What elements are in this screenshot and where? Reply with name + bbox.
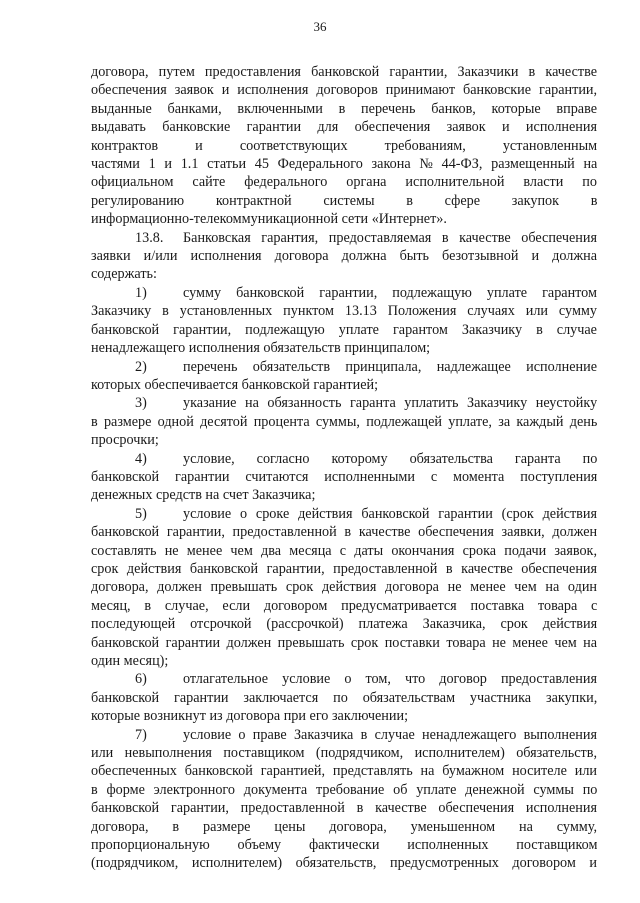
text-line — [91, 560, 597, 578]
text-line — [91, 265, 597, 283]
text-line — [91, 726, 597, 744]
page-number: 36 — [313, 19, 327, 34]
line-text: пропорциональную объему фактически исполненных поставщиком — [91, 837, 597, 854]
line-text: договора, должен превышать срок действия договора не менее чем на один — [91, 579, 597, 596]
text-line — [91, 339, 597, 357]
text-line — [91, 210, 597, 228]
text-line — [91, 302, 597, 320]
text-line — [91, 634, 597, 652]
text-line — [91, 468, 597, 486]
line-text: договора, в размере цены договора, уменьшенном на сумму, — [91, 818, 597, 835]
item-number: 5) — [135, 505, 147, 522]
line-text: просрочки; — [91, 432, 159, 449]
line-text: банковской гарантии, предоставленной в качестве обеспечения исполнения — [91, 800, 597, 817]
line-text: ненадлежащего исполнения обязательств принципалом; — [91, 340, 431, 357]
item-number: 7) — [135, 726, 147, 743]
item-number: 6) — [135, 671, 147, 688]
text-line — [91, 854, 597, 872]
text-line — [91, 63, 597, 81]
text-line — [91, 486, 597, 504]
text-line — [91, 137, 597, 155]
line-text: отлагательное условие о том, что договор предоставления — [183, 671, 597, 688]
text-line — [91, 799, 597, 817]
text-line — [91, 358, 597, 376]
line-text: один месяц); — [91, 653, 169, 669]
line-text: обеспеченных банковской гарантией, представлять на бумажном носителе или — [91, 763, 597, 780]
text-line — [91, 173, 597, 191]
line-text: банковской гарантии заключается по обязательствам участника закупки, — [91, 689, 597, 706]
text-line — [91, 542, 597, 560]
text-line — [91, 523, 597, 541]
line-text: в форме электронного документа требование об уплате денежной суммы по — [91, 781, 597, 798]
line-text: банковской гарантии считаются исполненными с момента поступления — [91, 468, 597, 485]
line-text: банковской гарантии должен превышать срок поставки товара не менее чем на — [91, 634, 597, 651]
line-text: месяц, в случае, если договором предусматривается поставка товара с — [91, 597, 597, 614]
text-line — [91, 118, 597, 136]
line-text: контрактов и соответствующих требованиям, установленным — [91, 137, 597, 154]
text-line — [91, 670, 597, 688]
line-text: последующей отсрочкой (рассрочкой) платежа Заказчика, срок действия — [91, 616, 597, 633]
line-text: перечень обязательств принципала, надлежащее исполнение — [183, 358, 597, 375]
text-line — [91, 689, 597, 707]
document-body — [91, 63, 597, 873]
line-text: денежных средств на счет Заказчика; — [91, 487, 316, 504]
text-line — [91, 376, 597, 394]
text-line — [91, 413, 597, 431]
line-text: срок действия банковской гарантии, предоставленной в качестве обеспечения — [91, 560, 597, 577]
line-text: условие, согласно которому обязательства гаранта по — [183, 450, 597, 467]
line-text: Заказчику в установленных пунктом 13.13 Положения случаях или сумму — [91, 303, 597, 320]
text-line — [91, 155, 597, 173]
item-number: 1) — [135, 284, 147, 301]
line-text: официальном сайте федерального органа исполнительной власти по — [91, 174, 597, 191]
text-line — [91, 431, 597, 449]
text-line — [91, 192, 597, 210]
line-text: информационно-телекоммуникационной сети «Интернет». — [91, 211, 447, 228]
line-text: содержать: — [91, 266, 157, 283]
line-text: выдавать банковские гарантии для обеспечения заявок и исполнения — [91, 119, 597, 136]
line-text: которых обеспечивается банковской гарантией; — [91, 376, 379, 393]
line-text: банковской гарантии, подлежащую уплате гарантом Заказчику в случае — [91, 321, 597, 338]
line-text: заявки и/или исполнения договора должна быть безотзывной и должна — [91, 248, 597, 265]
text-line — [91, 744, 597, 762]
item-number: 13.8. — [135, 229, 164, 246]
text-line — [91, 597, 597, 615]
text-line — [91, 394, 597, 412]
line-text: сумму банковской гарантии, подлежащую уплате гарантом — [183, 284, 597, 301]
line-text: Банковская гарантия, предоставляемая в качестве обеспечения — [183, 229, 597, 246]
text-line — [91, 652, 597, 670]
line-text: или невыполнения поставщиком (подрядчиком, исполнителем) обязательств, — [91, 745, 597, 762]
line-text: в размере одной десятой процента суммы, подлежащей уплате, за каждый день — [91, 413, 597, 430]
text-line — [91, 615, 597, 633]
text-line — [91, 321, 597, 339]
text-line — [91, 578, 597, 596]
line-text: условие о праве Заказчика в случае ненадлежащего выполнения — [183, 726, 597, 743]
text-line — [91, 762, 597, 780]
item-number: 2) — [135, 358, 147, 375]
line-text: обеспечения заявок и исполнения договоров принимают банковские гарантии, — [91, 82, 597, 99]
line-text: банковской гарантии, предоставленной в качестве обеспечения заявки, должен — [91, 524, 597, 541]
text-line — [91, 450, 597, 468]
text-line — [91, 818, 597, 836]
text-line — [91, 707, 597, 725]
text-line — [91, 505, 597, 523]
item-number: 4) — [135, 450, 147, 467]
item-number: 3) — [135, 395, 147, 412]
line-text: условие о сроке действия банковской гарантии (срок действия — [183, 505, 597, 522]
text-line — [91, 836, 597, 854]
text-line — [91, 229, 597, 247]
line-text: договора, путем предоставления банковской гарантии, Заказчики в качестве — [91, 64, 597, 80]
text-line — [91, 284, 597, 302]
line-text: частями 1 и 1.1 статьи 45 Федерального закона № 44-ФЗ, размещенный на — [91, 156, 597, 173]
text-line — [91, 781, 597, 799]
line-text: регулированию контрактной системы в сфере закупок в — [91, 192, 597, 209]
line-text: указание на обязанность гаранта уплатить Заказчику неустойку — [183, 395, 597, 412]
line-text: составлять не менее чем два месяца с даты окончания срока подачи заявок, — [91, 542, 597, 559]
line-text: выданные банками, включенными в перечень банков, которые вправе — [91, 100, 597, 117]
line-text: (подрядчиком, исполнителем) обязательств, предусмотренных договором и — [91, 855, 597, 872]
text-line — [91, 81, 597, 99]
text-line — [91, 247, 597, 265]
line-text: которые возникнут из договора при его заключении; — [91, 708, 409, 725]
text-line — [91, 100, 597, 118]
